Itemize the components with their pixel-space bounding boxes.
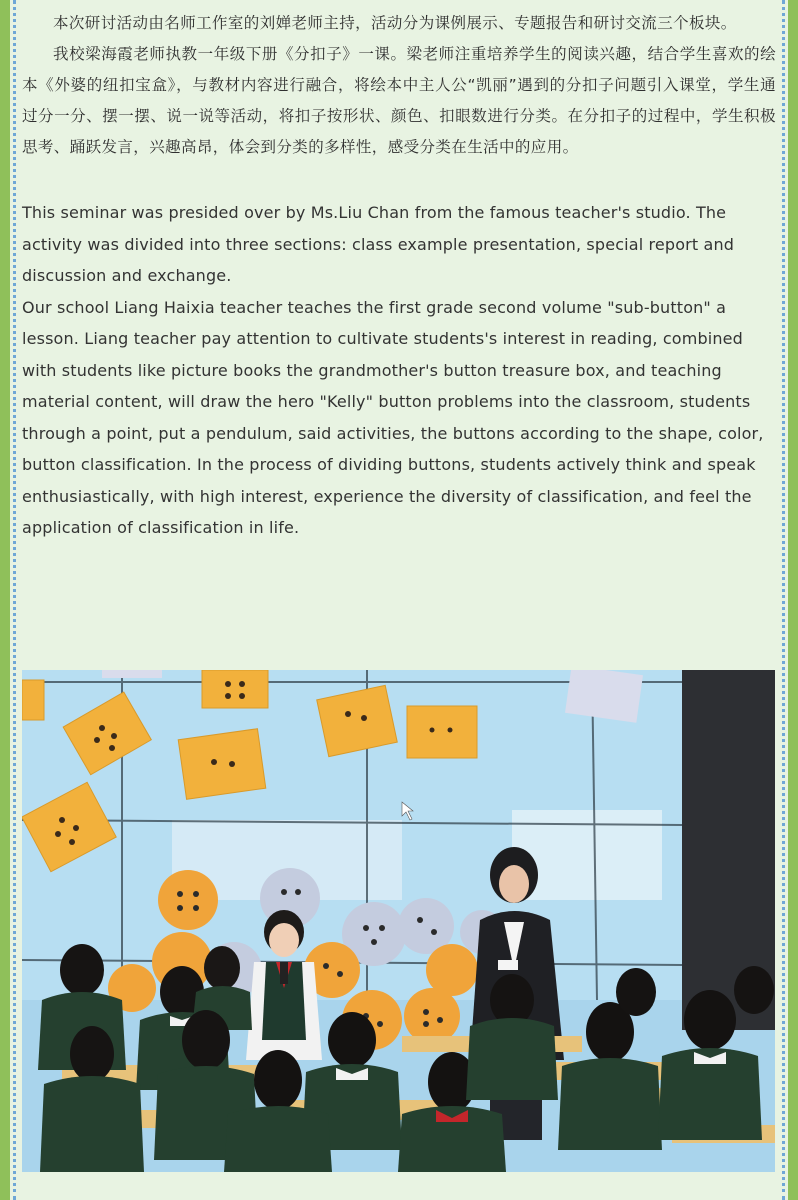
right-border <box>788 0 798 1200</box>
cn-paragraph-lesson: 我校梁海霞老师执教一年级下册《分扣子》一课。梁老师注重培养学生的阅读兴趣，结合学生喜欢的绘本《外婆的纽扣宝盒》，与教材内容进行融合，将绘本中主人公“凯丽”遇到的分扣子问题引入课堂，学生通过分一分、摆一摆、说一说等活动，将扣子按形状、颜色、扣眼数进行分类。在分扣子的过程中，学生积极思考、踊跃发言，兴趣高昂，体会到分类的多样性，感受分类在生活中的应用。 <box>22 45 776 156</box>
right-dotted-line <box>782 0 785 1200</box>
en-paragraph-intro: This seminar was presided over by Ms.Liu Chan from the famous teacher's studio. The activity was divided into three sections: class example presentation, special report and discussion and exchange. <box>22 203 735 285</box>
cn-paragraph-intro: 本次研讨活动由名师工作室的刘婵老师主持，活动分为课例展示、专题报告和研讨交流三个板块。 <box>53 14 737 32</box>
left-border <box>0 0 10 1200</box>
article-content <box>22 0 776 1200</box>
classroom-photo <box>22 670 775 1172</box>
english-section <box>22 197 776 544</box>
classroom-photo-illustration <box>22 670 775 1172</box>
left-dotted-line <box>13 0 16 1200</box>
en-paragraph-lesson: Our school Liang Haixia teacher teaches the first grade second volume "sub-button" a lesson. Liang teacher pay attention to cultivate students's interest in reading, combined with students like picture books the grandmother's button treasure box, and teaching material content, will draw the hero "Kelly" button problems into the classroom, students through a point, put a pendulum, said activities, the buttons according to the shape, color, button classification. In the process of dividing buttons, students actively think and speak enthusiastically, with high interest, experience the diversity of classification, and feel the application of classification in life. <box>22 297 764 537</box>
